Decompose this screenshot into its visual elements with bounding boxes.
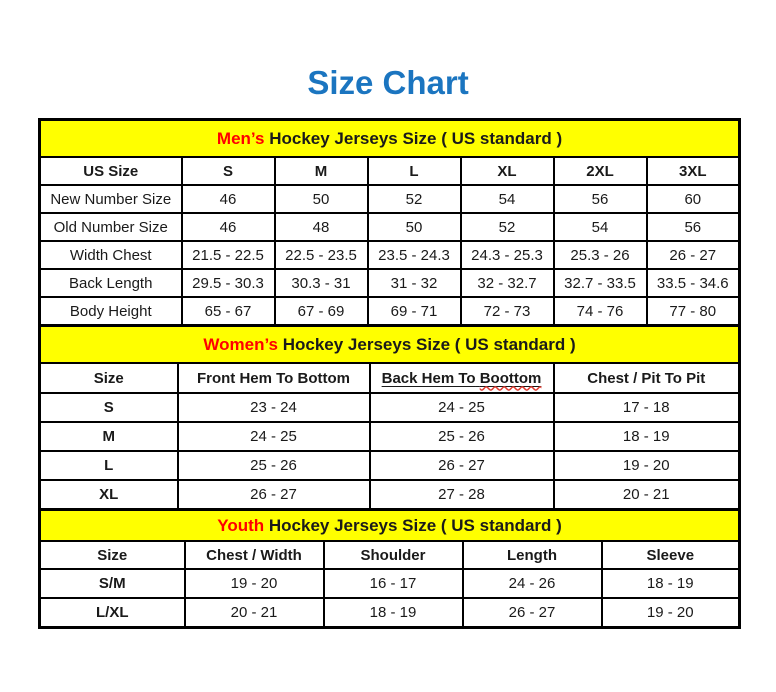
value-cell: 32 - 32.7 <box>461 269 554 297</box>
value-cell: 46 <box>182 185 275 213</box>
womens-band-rest: Hockey Jerseys Size ( US standard ) <box>282 334 576 354</box>
value-cell: 23.5 - 24.3 <box>368 241 461 269</box>
value-cell: 24 - 26 <box>463 569 602 598</box>
value-cell: 25.3 - 26 <box>554 241 647 269</box>
value-cell: 26 - 27 <box>647 241 740 269</box>
value-cell: 56 <box>647 213 740 241</box>
value-cell: 54 <box>554 213 647 241</box>
column-header: Chest / Width <box>185 541 324 569</box>
youth-band-rest: Hockey Jerseys Size ( US standard ) <box>268 515 562 535</box>
youth-size-table <box>38 508 741 629</box>
column-header: Sleeve <box>602 541 740 569</box>
value-cell: 50 <box>275 185 368 213</box>
column-header: Size <box>40 363 178 393</box>
womens-band-cell <box>40 326 740 364</box>
value-cell: 26 - 27 <box>178 480 370 510</box>
womens-size-table <box>38 324 741 511</box>
mens-size-table <box>38 118 741 327</box>
value-cell: 74 - 76 <box>554 297 647 326</box>
value-cell: 26 - 27 <box>370 451 554 480</box>
value-cell: 46 <box>182 213 275 241</box>
value-cell: 19 - 20 <box>602 598 740 628</box>
value-cell: 77 - 80 <box>647 297 740 326</box>
table-row <box>40 598 740 628</box>
row-label: Back Length <box>40 269 182 297</box>
value-cell: 31 - 32 <box>368 269 461 297</box>
value-cell: 69 - 71 <box>368 297 461 326</box>
value-cell: 48 <box>275 213 368 241</box>
value-cell: 24 - 25 <box>370 393 554 422</box>
back-hem-label: Back Hem To <box>381 369 476 387</box>
row-label: New Number Size <box>40 185 182 213</box>
mens-band-cell <box>40 120 740 158</box>
womens-band-accent: Women’s <box>203 334 278 354</box>
value-cell: 33.5 - 34.6 <box>647 269 740 297</box>
value-cell: 18 - 19 <box>324 598 463 628</box>
value-cell: 16 - 17 <box>324 569 463 598</box>
column-header: Shoulder <box>324 541 463 569</box>
column-header: 3XL <box>647 157 740 185</box>
value-cell: 30.3 - 31 <box>275 269 368 297</box>
value-cell: 19 - 20 <box>185 569 324 598</box>
mens-header-row <box>40 157 740 185</box>
column-header: M <box>275 157 368 185</box>
womens-section-header <box>40 326 740 364</box>
row-label: XL <box>40 480 178 510</box>
page-title: Size Chart <box>307 64 469 101</box>
value-cell: 20 - 21 <box>185 598 324 628</box>
value-cell: 21.5 - 22.5 <box>182 241 275 269</box>
value-cell: 67 - 69 <box>275 297 368 326</box>
value-cell: 65 - 67 <box>182 297 275 326</box>
column-header: S <box>182 157 275 185</box>
value-cell: 29.5 - 30.3 <box>182 269 275 297</box>
table-row <box>40 451 740 480</box>
table-row <box>40 185 740 213</box>
value-cell: 20 - 21 <box>554 480 740 510</box>
column-header: XL <box>461 157 554 185</box>
value-cell: 60 <box>647 185 740 213</box>
youth-band-accent: Youth <box>217 515 265 535</box>
value-cell: 26 - 27 <box>463 598 602 628</box>
value-cell: 24 - 25 <box>178 422 370 451</box>
table-row <box>40 269 740 297</box>
column-header: Front Hem To Bottom <box>178 363 370 393</box>
value-cell: 56 <box>554 185 647 213</box>
mens-band-accent: Men’s <box>216 128 265 148</box>
table-row <box>40 480 740 510</box>
table-row <box>40 213 740 241</box>
row-label: S/M <box>40 569 185 598</box>
column-header: 2XL <box>554 157 647 185</box>
column-header: Chest / Pit To Pit <box>554 363 740 393</box>
size-chart-tables <box>38 118 738 629</box>
table-row <box>40 241 740 269</box>
column-header: Length <box>463 541 602 569</box>
row-label: L <box>40 451 178 480</box>
row-label: L/XL <box>40 598 185 628</box>
value-cell: 52 <box>368 185 461 213</box>
value-cell: 27 - 28 <box>370 480 554 510</box>
value-cell: 17 - 18 <box>554 393 740 422</box>
youth-header-row <box>40 541 740 569</box>
youth-section-header <box>40 510 740 542</box>
table-row <box>40 393 740 422</box>
value-cell: 24.3 - 25.3 <box>461 241 554 269</box>
column-header <box>370 363 554 393</box>
misspelled-word: Boottom <box>479 369 542 387</box>
table-row <box>40 569 740 598</box>
value-cell: 23 - 24 <box>178 393 370 422</box>
column-header: Size <box>40 541 185 569</box>
column-header: US Size <box>40 157 182 185</box>
row-label: S <box>40 393 178 422</box>
value-cell: 54 <box>461 185 554 213</box>
womens-header-row <box>40 363 740 393</box>
value-cell: 25 - 26 <box>370 422 554 451</box>
value-cell: 50 <box>368 213 461 241</box>
value-cell: 32.7 - 33.5 <box>554 269 647 297</box>
mens-band-rest: Hockey Jerseys Size ( US standard ) <box>269 128 563 148</box>
value-cell: 52 <box>461 213 554 241</box>
row-label: M <box>40 422 178 451</box>
value-cell: 22.5 - 23.5 <box>275 241 368 269</box>
row-label: Body Height <box>40 297 182 326</box>
table-row <box>40 422 740 451</box>
column-header: L <box>368 157 461 185</box>
table-row <box>40 297 740 326</box>
mens-section-header <box>40 120 740 158</box>
value-cell: 18 - 19 <box>554 422 740 451</box>
row-label: Old Number Size <box>40 213 182 241</box>
value-cell: 25 - 26 <box>178 451 370 480</box>
row-label: Width Chest <box>40 241 182 269</box>
youth-band-cell <box>40 510 740 542</box>
value-cell: 19 - 20 <box>554 451 740 480</box>
value-cell: 72 - 73 <box>461 297 554 326</box>
value-cell: 18 - 19 <box>602 569 740 598</box>
